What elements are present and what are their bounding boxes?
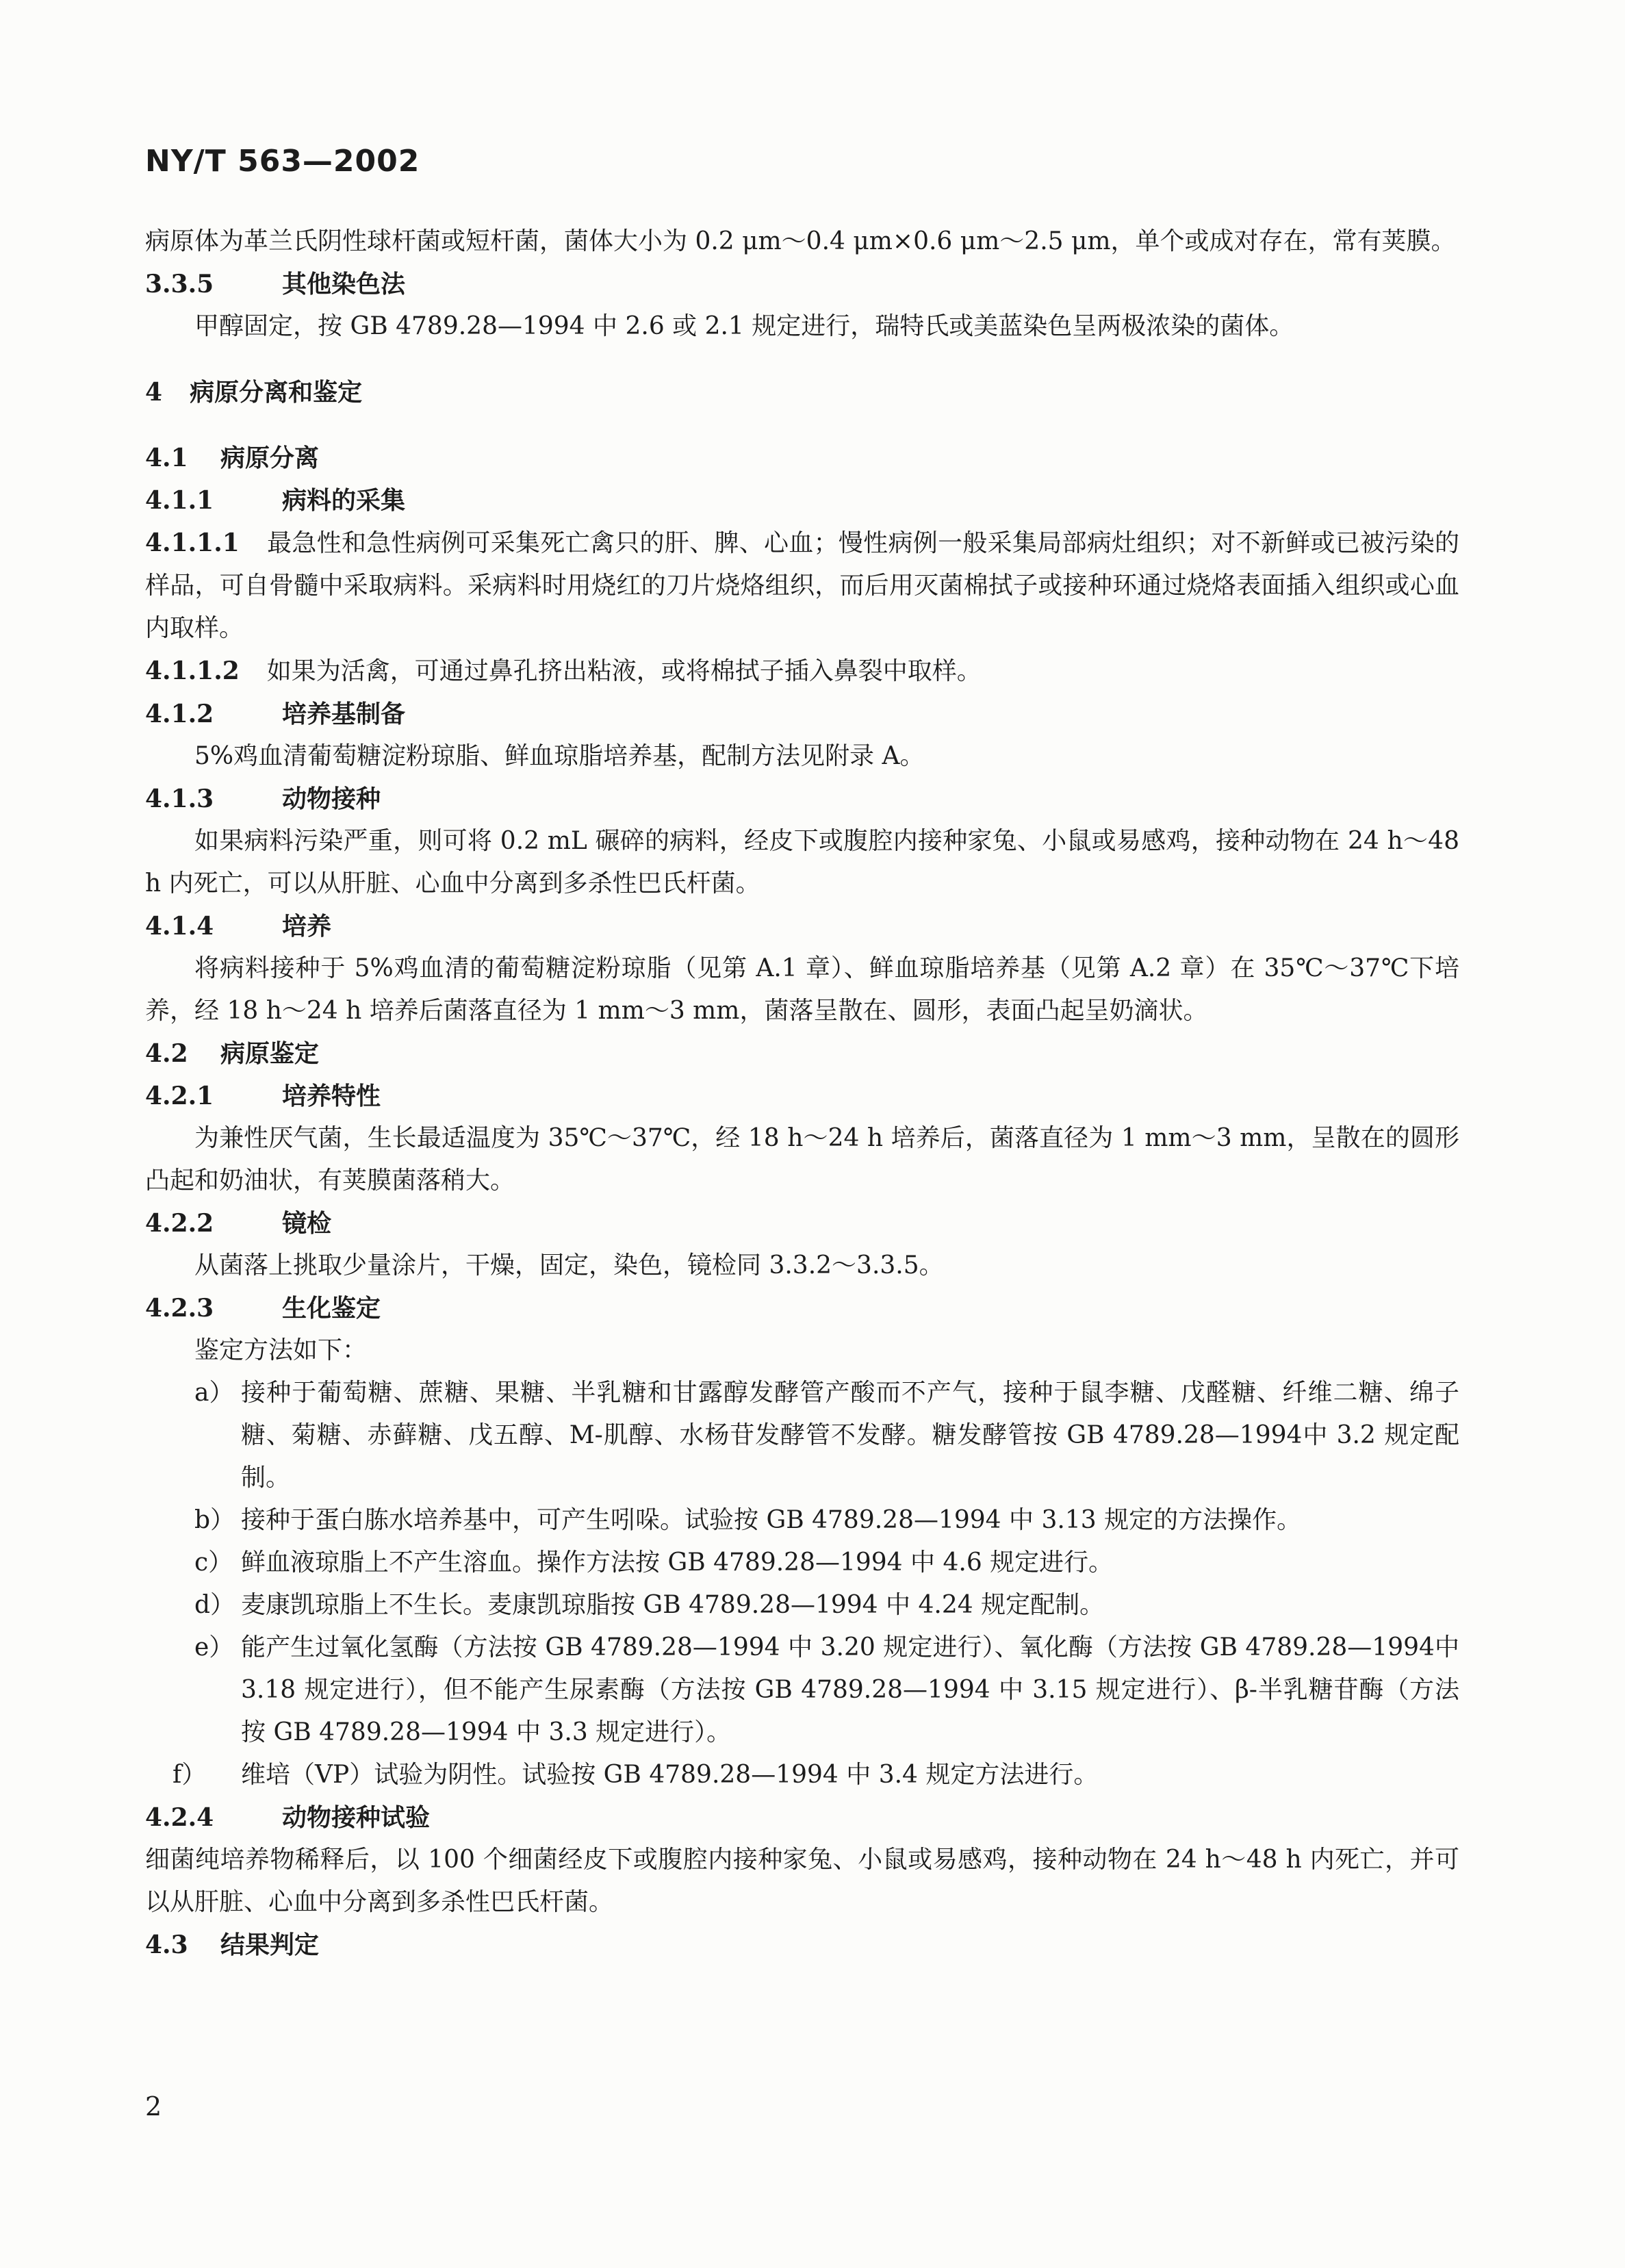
clause-number: 4.1.1.2 [145, 657, 240, 685]
clause-number: 4.1.1.1 [145, 528, 240, 557]
section-number: 3.3.5 [145, 270, 214, 298]
section-number: 4.1.2 [145, 700, 214, 728]
section-number: 4.2.2 [145, 1209, 214, 1238]
list-item [145, 1542, 1459, 1584]
list-item-text: 接种于葡萄糖、蔗糖、果糖、半乳糖和甘露醇发酵管产酸而不产气，接种于鼠李糖、戊醛糖、纤维二糖、绵子糖、菊糖、赤藓糖、戊五醇、M-肌醇、水杨苷发酵管不发酵。糖发酵管按 GB 4789.28—1994中 3.2 规定配制。 [241, 1379, 1459, 1492]
section-title: 病原分离和鉴定 [190, 378, 363, 407]
body-paragraph: 病原体为革兰氏阴性球杆菌或短杆菌，菌体大小为 0.2 μm～0.4 μm×0.6 μm～2.5 μm，单个或成对存在，常有荚膜。 [145, 227, 1456, 255]
list-item-text: 鲜血液琼脂上不产生溶血。操作方法按 GB 4789.28—1994 中 4.6 规定进行。 [241, 1549, 1114, 1577]
list-marker: f） [172, 1761, 207, 1789]
section-number: 4.1.1 [145, 486, 214, 515]
section-heading [145, 437, 1459, 479]
section-heading [145, 1796, 1459, 1839]
page-content [145, 220, 1459, 1966]
list-item [145, 1627, 1459, 1754]
section-title: 结果判定 [220, 1931, 320, 1959]
section-number: 4.1.3 [145, 785, 214, 813]
list-marker: b） [194, 1506, 235, 1534]
list-item-text: 麦康凯琼脂上不生长。麦康凯琼脂按 GB 4789.28—1994 中 4.24 规定配制。 [241, 1591, 1105, 1619]
list-marker: a） [194, 1379, 234, 1407]
list-item [145, 1754, 1459, 1796]
body-paragraph: 从菌落上挑取少量涂片，干燥，固定，染色，镜检同 3.3.2～3.3.5。 [194, 1251, 944, 1279]
list-item-text: 接种于蛋白胨水培养基中，可产生吲哚。试验按 GB 4789.28—1994 中 3.13 规定的方法操作。 [241, 1506, 1302, 1534]
body-paragraph: 将病料接种于 5%鸡血清的葡萄糖淀粉琼脂（见第 A.1 章）、鲜血琼脂培养基（见第 A.2 章）在 35℃～37℃下培养，经 18 h～24 h 培养后菌落直径为 1 mm～3 mm，菌落呈散在、圆形，表面凸起呈奶滴状。 [145, 954, 1459, 1025]
section-title: 病原鉴定 [220, 1039, 320, 1068]
body-paragraph: 为兼性厌气菌，生长最适温度为 35℃～37℃，经 18 h～24 h 培养后，菌落直径为 1 mm～3 mm，呈散在的圆形凸起和奶油状，有荚膜菌落稍大。 [145, 1124, 1459, 1195]
section-heading [145, 1287, 1459, 1329]
section-title: 培养基制备 [282, 700, 406, 728]
section-heading [145, 1032, 1459, 1075]
document-id: NY/T 563—2002 [145, 144, 420, 179]
body-paragraph: 鉴定方法如下： [194, 1336, 368, 1364]
clause-text: 最急性和急性病例可采集死亡禽只的肝、脾、心血；慢性病例一般采集局部病灶组织；对不新鲜或已被污染的样品，可自骨髓中采取病料。采病料时用烧红的刀片烧烙组织，而后用灭菌棉拭子或接种环通过烧烙表面插入组织或心血内取样。 [145, 529, 1459, 642]
section-heading [145, 905, 1459, 947]
section-heading [145, 479, 1459, 522]
section-heading [145, 778, 1459, 820]
list-marker: c） [194, 1549, 233, 1577]
section-number: 4.1 [145, 444, 188, 472]
section-title: 生化鉴定 [282, 1294, 381, 1323]
body-paragraph: 5%鸡血清葡萄糖淀粉琼脂、鲜血琼脂培养基，配制方法见附录 A。 [194, 742, 925, 770]
body-paragraph: 甲醇固定，按 GB 4789.28—1994 中 2.6 或 2.1 规定进行，瑞特氏或美蓝染色呈两极浓染的菌体。 [194, 312, 1294, 340]
section-heading [145, 371, 1459, 413]
list-marker: e） [194, 1633, 234, 1661]
spacer [145, 348, 1459, 371]
section-title: 培养特性 [282, 1082, 381, 1110]
section-title: 病原分离 [220, 444, 320, 472]
section-number: 4.2 [145, 1039, 188, 1068]
section-heading [145, 1202, 1459, 1245]
section-heading [145, 1924, 1459, 1966]
list-item-text: 能产生过氧化氢酶（方法按 GB 4789.28—1994 中 3.20 规定进行）、氧化酶（方法按 GB 4789.28—1994中 3.18 规定进行），但不能产生尿素酶（方法按 GB 4789.28—1994 中 3.15 规定进行）、β-半乳糖苷酶（方法按 GB 4789.28—1994 中 3.3 规定进行）。 [241, 1633, 1459, 1746]
page-number: 2 [145, 2091, 162, 2122]
section-number: 4.3 [145, 1931, 188, 1959]
section-title: 镜检 [282, 1209, 332, 1238]
list-marker: d） [194, 1591, 235, 1619]
section-number: 4.2.3 [145, 1294, 214, 1323]
body-paragraph: 细菌纯培养物稀释后，以 100 个细菌经皮下或腹腔内接种家兔、小鼠或易感鸡，接种动物在 24 h～48 h 内死亡，并可以从肝脏、心血中分离到多杀性巴氏杆菌。 [145, 1846, 1459, 1916]
list-item-text: 维培（VP）试验为阴性。试验按 GB 4789.28—1994 中 3.4 规定方法进行。 [241, 1761, 1099, 1789]
section-number: 4.2.4 [145, 1803, 214, 1832]
section-title: 动物接种试验 [282, 1803, 431, 1832]
list-item [145, 1584, 1459, 1627]
section-heading [145, 1075, 1459, 1117]
section-number: 4.1.4 [145, 912, 214, 941]
section-title: 其他染色法 [282, 270, 406, 298]
numbered-paragraph [145, 522, 1459, 650]
section-number: 4.2.1 [145, 1082, 214, 1110]
section-heading [145, 693, 1459, 735]
list-item [145, 1372, 1459, 1499]
numbered-paragraph [145, 650, 1459, 693]
section-title: 培养 [282, 912, 332, 941]
section-title: 病料的采集 [282, 486, 406, 515]
clause-text: 如果为活禽，可通过鼻孔挤出粘液，或将棉拭子插入鼻裂中取样。 [266, 657, 982, 685]
list-item [145, 1499, 1459, 1542]
section-heading [145, 263, 1459, 305]
spacer [145, 413, 1459, 437]
section-title: 动物接种 [282, 785, 381, 813]
body-paragraph: 如果病料污染严重，则可将 0.2 mL 碾碎的病料，经皮下或腹腔内接种家兔、小鼠或易感鸡，接种动物在 24 h～48 h 内死亡，可以从肝脏、心血中分离到多杀性巴氏杆菌。 [145, 827, 1459, 897]
section-number: 4 [145, 378, 163, 407]
